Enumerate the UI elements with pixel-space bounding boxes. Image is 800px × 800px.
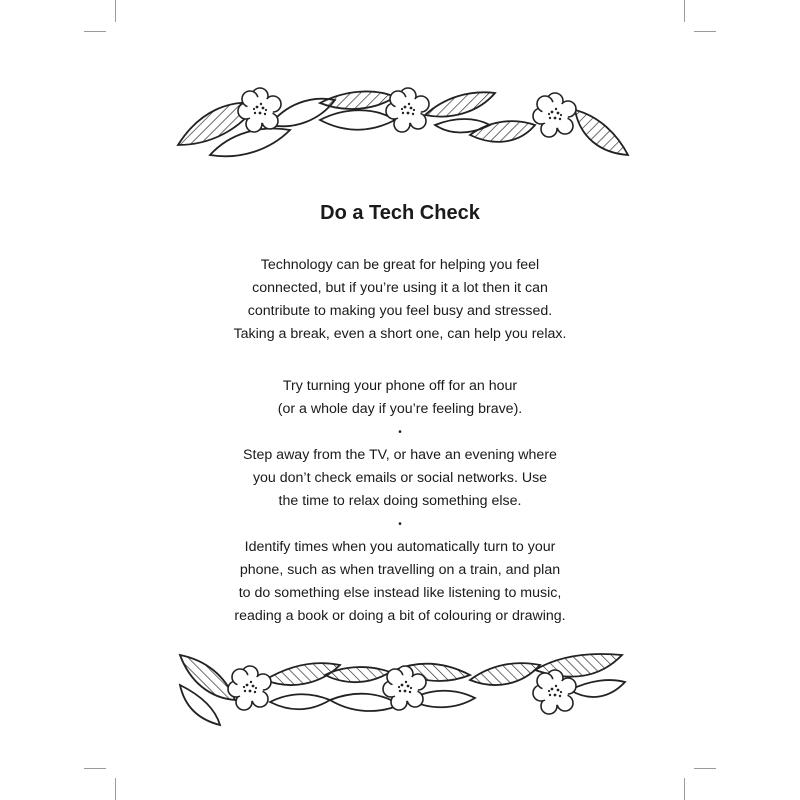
- crop-mark-bottom-right-v: [684, 778, 685, 800]
- tip-2-line: you don’t check emails or social networks. Use: [252, 470, 548, 486]
- intro-line: contribute to making you feel busy and stressed.: [247, 303, 553, 319]
- intro-paragraph: [0, 254, 800, 346]
- intro-line: connected, but if you’re using it a lot then it can: [252, 280, 548, 296]
- leaf: [425, 92, 495, 116]
- crop-mark-top-left-v: [115, 0, 116, 22]
- leaf: [470, 663, 540, 685]
- tip-2-line: the time to relax doing something else.: [278, 493, 522, 509]
- tips-list: [0, 375, 800, 628]
- leaf: [320, 110, 395, 130]
- tip-1-line: Try turning your phone off for an hour: [282, 378, 518, 394]
- tip-2-line: Step away from the TV, or have an evening where: [243, 447, 557, 463]
- top-garland-illustration: [170, 85, 630, 175]
- bullet-separator: •: [398, 427, 402, 438]
- leaf: [570, 680, 625, 697]
- bottom-garland-illustration: [170, 640, 630, 730]
- crop-mark-bottom-left-v: [115, 778, 116, 800]
- page-title: Do a Tech Check: [320, 202, 480, 224]
- intro-line: Technology can be great for helping you feel: [260, 257, 540, 273]
- crop-mark-top-left-h: [84, 31, 106, 32]
- leaf: [270, 694, 330, 709]
- bullet-separator: •: [398, 519, 402, 530]
- leaf: [320, 91, 395, 108]
- crop-mark-top-right-v: [684, 0, 685, 22]
- tip-3-line: to do something else instead like listening to music,: [238, 585, 562, 601]
- leaf: [575, 110, 628, 155]
- tip-1-line: (or a whole day if you’re feeling brave).: [277, 401, 523, 417]
- crop-mark-top-right-h: [694, 31, 716, 32]
- tip-3-line: Identify times when you automatically turn to your: [244, 539, 556, 555]
- crop-mark-bottom-right-h: [694, 768, 716, 769]
- intro-line: Taking a break, even a short one, can help you relax.: [233, 326, 567, 342]
- tip-3-line: reading a book or doing a bit of colouring or drawing.: [234, 608, 566, 624]
- crop-mark-bottom-left-h: [84, 768, 106, 769]
- tip-3-line: phone, such as when travelling on a train, and plan: [239, 562, 561, 578]
